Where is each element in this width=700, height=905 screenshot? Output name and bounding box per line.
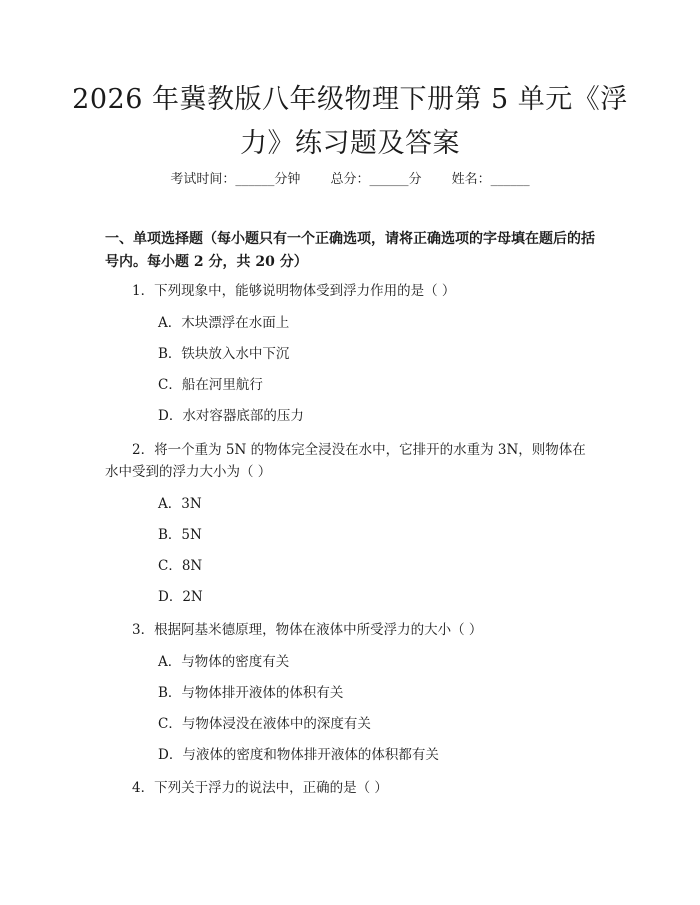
exam-score: 总分：______分 (330, 172, 422, 187)
option-3b: B．与物体排开液体的体积有关 (158, 685, 344, 701)
option-3d: D．与液体的密度和物体排开液体的体积都有关 (158, 747, 439, 763)
option-1a: A．木块漂浮在水面上 (158, 315, 290, 331)
exam-time: 考试时间：______分钟 (170, 172, 301, 187)
question-text: 2．将一个重为 5N 的物体完全浸没在水中，它排开的水重为 3N，则物体在水中受到的浮力大小为（ ） (105, 442, 586, 480)
option-3c: C．与物体浸没在液体中的深度有关 (158, 716, 371, 732)
option-3a: A．与物体的密度有关 (158, 654, 290, 670)
document-title: 2026 年冀教版八年级物理下册第 5 单元《浮力》练习题及答案 (72, 84, 628, 159)
option-2c: C．8N (158, 558, 203, 574)
section-heading: 一、单项选择题（每小题只有一个正确选项，请将正确选项的字母填在题后的括号内。每小题 2 分，共 20 分） (105, 231, 595, 270)
question-text: 3．根据阿基米德原理，物体在液体中所受浮力的大小（ ） (132, 622, 483, 638)
question-1 (105, 280, 595, 302)
exam-meta (0, 168, 700, 187)
option-2b: B．5N (158, 527, 202, 543)
question-text: 4．下列关于浮力的说法中，正确的是（ ） (132, 780, 388, 796)
option-1b: B．铁块放入水中下沉 (158, 346, 290, 362)
option-1d: D．水对容器底部的压力 (158, 408, 304, 424)
question-3 (105, 619, 595, 641)
option-2d: D．2N (158, 589, 203, 605)
question-text: 1．下列现象中，能够说明物体受到浮力作用的是（ ） (132, 283, 456, 299)
exam-name: 姓名：______ (451, 172, 530, 187)
question-2 (105, 439, 595, 483)
question-4 (105, 777, 595, 799)
option-1c: C．船在河里航行 (158, 377, 263, 393)
option-2a: A．3N (158, 496, 202, 512)
